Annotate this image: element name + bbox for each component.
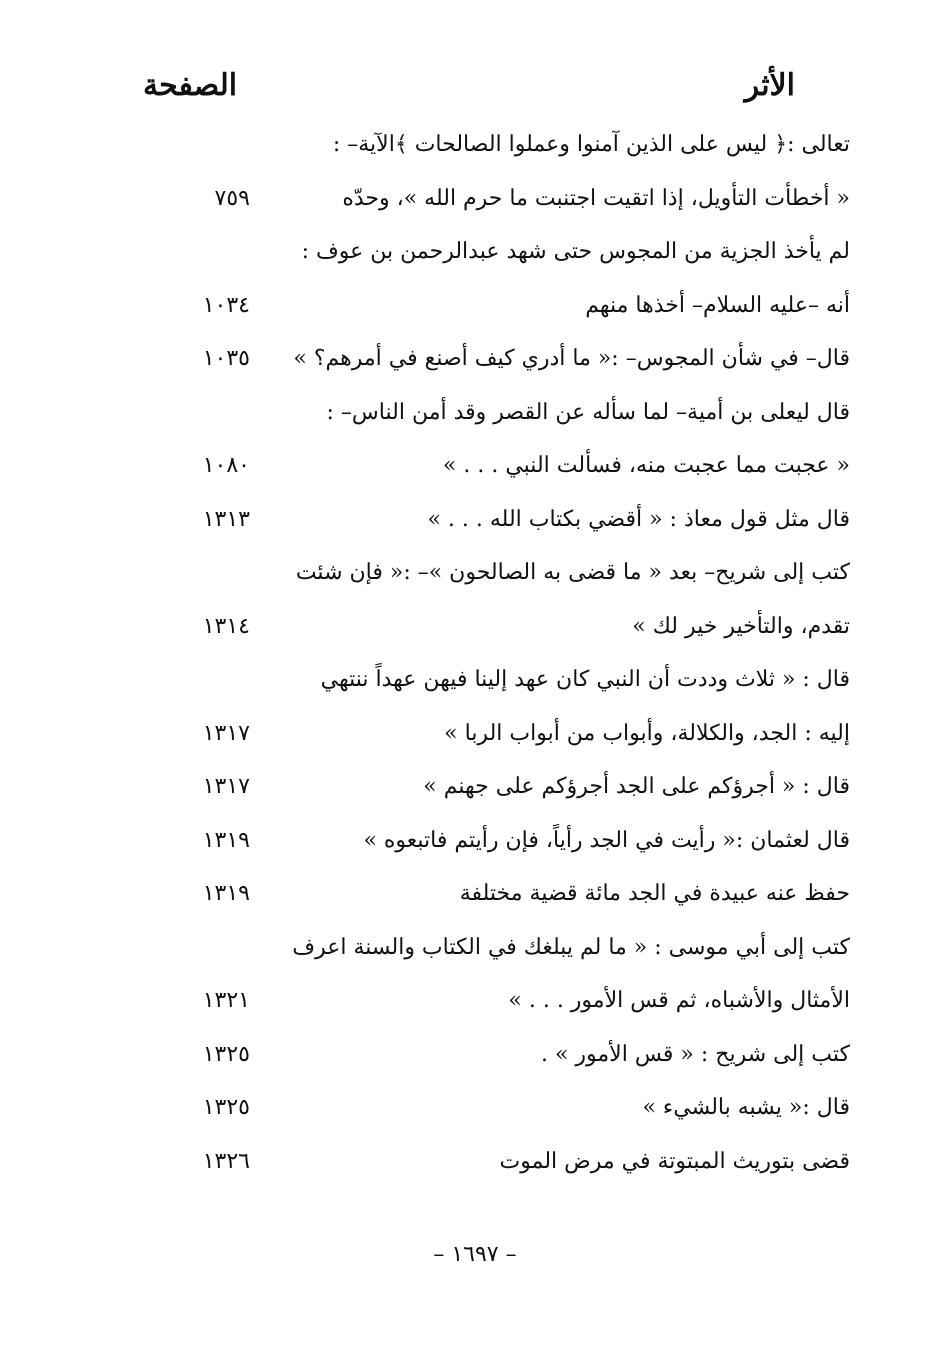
entry-page-number: ١٣٢٦ [202,1149,250,1174]
entry-page-number: ١٣٢٥ [202,1042,250,1067]
entry-text: قال ليعلى بن أمية– لما سأله عن القصر وقد أمن الناس– : [326,400,850,425]
entry-page-number: ٧٥٩ [214,186,250,211]
entry-page-number: ١٣١٩ [202,828,250,853]
entry-text: حفظ عنه عبيدة في الجد مائة قضية مختلفة [459,881,850,906]
entry-text: قال : « أجرؤكم على الجد أجرؤكم على جهنم » [423,774,850,799]
entry-text: قال : « ثلاث وددت أن النبي كان عهد إلينا فيهن عهداً ننتهي [320,667,850,692]
entry-text: تعالى :﴿ ليس على الذين آمنوا وعملوا الصالحات ﴾الآية– : [332,132,850,157]
entry-text: كتب إلى أبي موسى : « ما لم يبلغك في الكتاب والسنة اعرف [292,935,850,960]
entry-text: قضى بتوريث المبتوتة في مرض الموت [499,1149,850,1174]
entry-text: « عجبت مما عجبت منه، فسألت النبي . . . » [442,453,850,478]
entry-page-number: ١٣١٩ [202,881,250,906]
entry-text: الأمثال والأشباه، ثم قس الأمور . . . » [508,988,850,1013]
entry-page-number: ١٣٢٥ [202,1095,250,1120]
entry-page-number: ١٣١٧ [202,774,250,799]
entry-page-number: ١٣١٤ [202,614,250,639]
entry-text: قال مثل قول معاذ : « أقضي بكتاب الله . . . » [427,507,850,532]
entry-text: إليه : الجد، والكلالة، وأبواب من أبواب الربا » [444,721,850,746]
page-number: – ١٦٩٧ – [433,1242,517,1267]
entry-page-number: ١٣١٧ [202,721,250,746]
entry-text: قال– في شأن المجوس– :« ما أدري كيف أصنع في أمرهم؟ » [293,346,850,371]
entry-text: تقدم، والتأخير خير لك » [632,614,850,639]
entry-text: « أخطأت التأويل، إذا اتقيت اجتنبت ما حرم الله »، وحدّه [342,186,850,211]
entry-page-number: ١٠٣٤ [202,293,250,318]
entry-text: أنه –عليه السلام– أخذها منهم [585,293,850,318]
entry-page-number: ١٠٨٠ [202,453,250,478]
column-header-page: الصفحة [143,68,238,103]
column-header-text: الأثر [744,68,795,103]
entry-text: كتب إلى شريح : « قس الأمور » . [540,1042,850,1067]
entry-page-number: ١٠٣٥ [202,346,250,371]
entry-text: قال :« يشبه بالشيء » [642,1095,850,1120]
entry-page-number: ١٣٢١ [202,988,250,1013]
entry-text: قال لعثمان :« رأيت في الجد رأياً، فإن رأيتم فاتبعوه » [363,828,850,853]
entry-text: كتب إلى شريح– بعد « ما قضى به الصالحون »– :« فإن شئت [295,560,850,585]
entry-page-number: ١٣١٣ [202,507,250,532]
entry-text: لم يأخذ الجزية من المجوس حتى شهد عبدالرحمن بن عوف : [301,239,850,264]
